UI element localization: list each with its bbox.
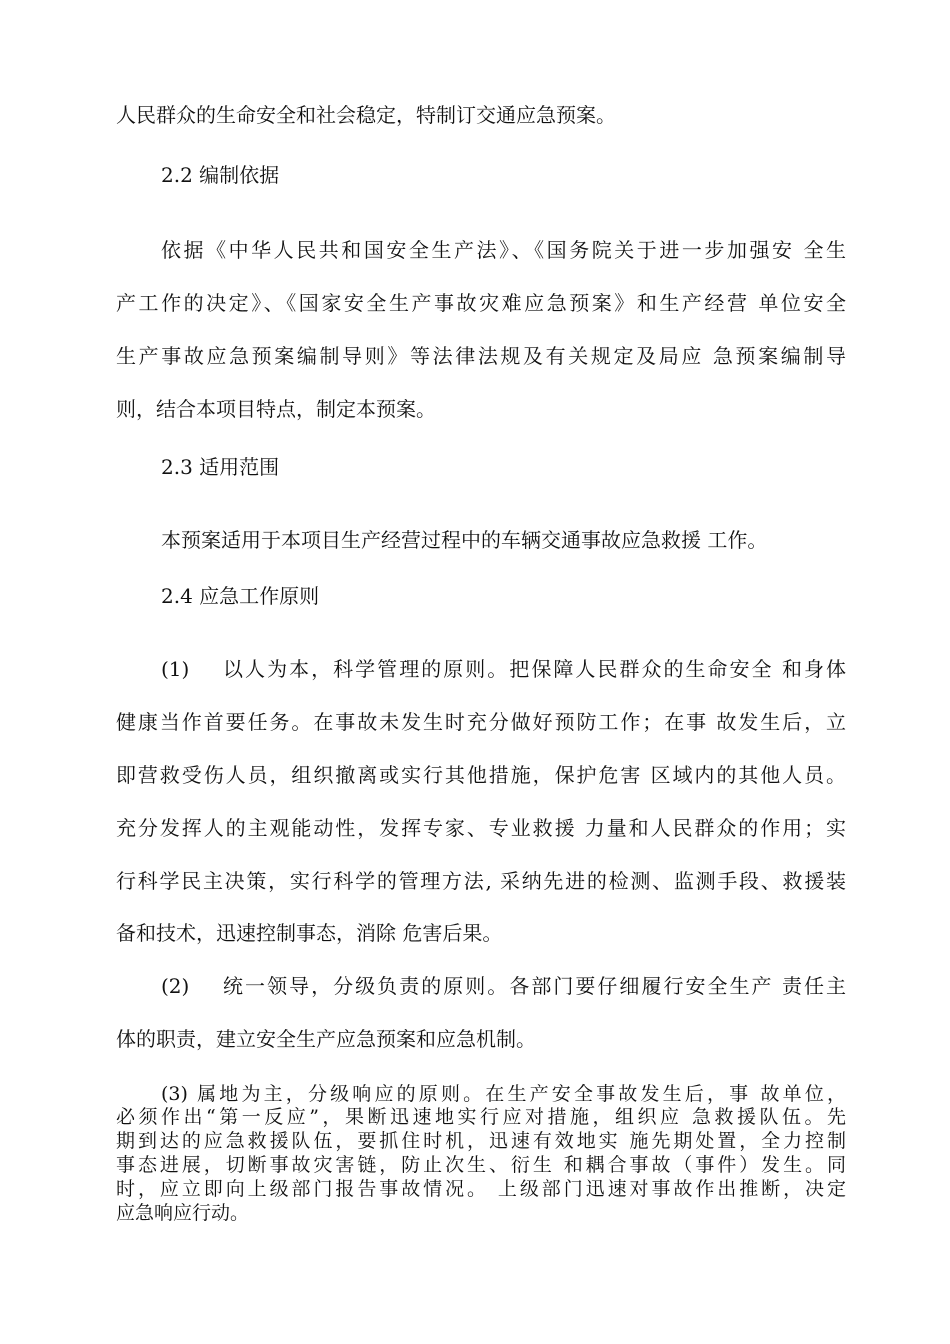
principle-1-line-3: 即营救受伤人员，组织撤离或实行其他措施，保护危害 区域内的其他人员。 <box>116 763 846 787</box>
section-heading-2-2: 2.2 编制依据 <box>161 163 280 187</box>
scope-line: 本预案适用于本项目生产经营过程中的车辆交通事故应急救援 工作。 <box>161 528 768 552</box>
principle-1-first-text: 以人为本，科学管理的原则。把保障人民群众的生命安全 和身体 <box>221 657 846 681</box>
principle-1-line-5: 行科学民主决策，实行科学的管理方法, 采纳先进的检测、监测手段、救援装 <box>116 869 846 893</box>
principle-1-line-2: 健康当作首要任务。在事故未发生时充分做好预防工作；在事 故发生后，立 <box>116 710 846 734</box>
principle-3-line-5: 时，应立即向上级部门报告事故情况。 上级部门迅速对事故作出推断，决定 <box>116 1178 846 1200</box>
section-heading-2-3: 2.3 适用范围 <box>161 455 280 479</box>
principle-3-line-6: 应急响应行动。 <box>116 1202 250 1224</box>
principle-3-line-3: 期到达的应急救援队伍，要抓住时机，迅速有效地实 施先期处置，全力控制 <box>116 1130 846 1152</box>
section-heading-2-4: 2.4 应急工作原则 <box>161 584 320 608</box>
principle-1-line-4: 充分发挥人的主观能动性，发挥专家、专业救援 力量和人民群众的作用；实 <box>116 816 846 840</box>
principle-2-first-text: 统一领导，分级负责的原则。各部门要仔细履行安全生产 责任主 <box>221 974 846 998</box>
principle-1-number: (1) <box>161 657 190 681</box>
principle-3-first-line: (3) 属地为主，分级响应的原则。在生产安全事故发生后，事 故单位， <box>161 1083 846 1105</box>
basis-line-3: 生产事故应急预案编制导则》等法律法规及有关规定及局应 急预案编制导 <box>116 344 846 368</box>
principle-3-line-4: 事态进展，切断事故灾害链，防止次生、衍生 和耦合事故（事件）发生。同 <box>116 1154 846 1176</box>
principle-2-first-line <box>161 973 846 999</box>
principle-3-line-2: 必须作出“第一反应”，果断迅速地实行应对措施，组织应 急救援队伍。先 <box>116 1106 846 1128</box>
principle-1-first-line <box>161 656 846 682</box>
basis-line-1: 依据《中华人民共和国安全生产法》、《国务院关于进一步加强安 全生 <box>161 238 846 262</box>
intro-line: 人民群众的生命安全和社会稳定，特制订交通应急预案。 <box>116 103 616 127</box>
principle-2-number: (2) <box>161 974 190 998</box>
principle-2-line-2: 体的职责，建立安全生产应急预案和应急机制。 <box>116 1027 536 1051</box>
basis-line-2: 产工作的决定》、《国家安全生产事故灾难应急预案》和生产经营 单位安全 <box>116 291 846 315</box>
principle-1-line-6: 备和技术，迅速控制事态，消除 危害后果。 <box>116 921 503 945</box>
basis-line-4: 则，结合本项目特点，制定本预案。 <box>116 397 436 421</box>
